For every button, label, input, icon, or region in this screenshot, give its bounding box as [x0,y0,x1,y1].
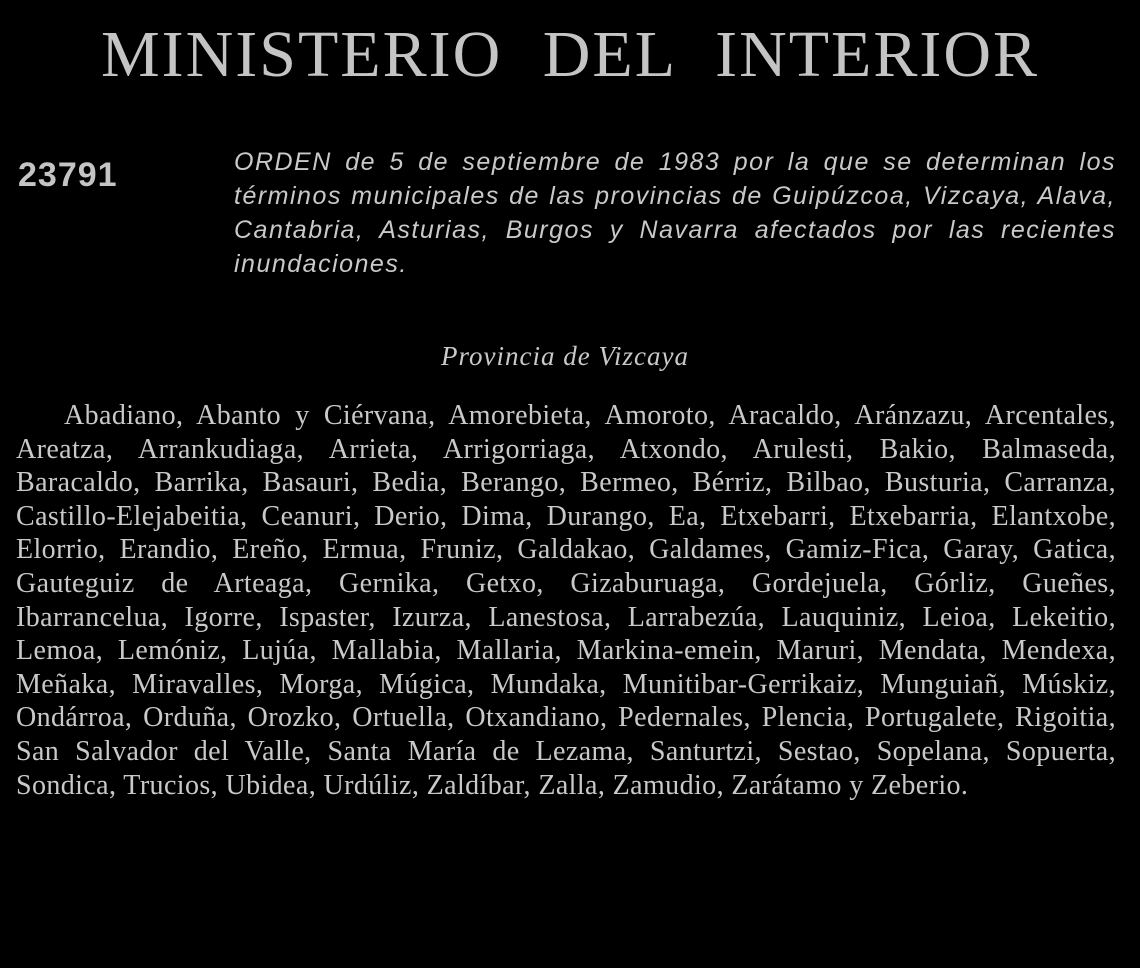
order-summary: ORDEN de 5 de septiembre de 1983 por la que se determinan los términos municipales de las provincias de Guipúzcoa, Vizcaya, Alava, Cantabria, Asturias, Burgos y Navarra afectados por las recientes inundaciones. [234,148,1116,278]
municipality-list: Abadiano, Abanto y Ciérvana, Amorebieta, Amoroto, Aracaldo, Aránzazu, Arcentales, Areatza, Arrankudiaga, Arrieta, Arrigorriaga, Atxondo, Arulesti, Bakio, Balmaseda, Baracaldo, Barrika, Basauri, Bedia, Berango, Bermeo, Bérriz, Bilbao, Busturia, Carranza, Castillo-Elejabeitia, Ceanuri, Derio, Dima, Durango, Ea, Etxebarri, Etxebarria, Elantxobe, Elorrio, Erandio, Ereño, Ermua, Fruniz, Galdakao, Galdames, Gamiz-Fica, Garay, Gatica, Gauteguiz de Arteaga, Gernika, Getxo, Gizaburuaga, Gordejuela, Górliz, Gueñes, Ibarrancelua, Igorre, Ispaster, Izurza, Lanestosa, Larrabezúa, Lauquiniz, Leioa, Lekeitio, Lemoa, Lemóniz, Lujúa, Mallabia, Mallaria, Markina-emein, Maruri, Mendata, Mendexa, Meñaka, Miravalles, Morga, Múgica, Mundaka, Munitibar-Gerrikaiz, Munguiañ, Múskiz, Ondárroa, Orduña, Orozko, Ortuella, Otxandiano, Pedernales, Plencia, Portugalete, Rigoitia, San Salvador del Valle, Santa María de Lezama, Santurtzi, Sestao, Sopelana, Sopuerta, Sondica, Trucios, Ubidea, Urdúliz, Zaldíbar, Zalla, Zamudio, Zarátamo y Zeberio. [16,400,1116,801]
province-heading: Provincia de Vizcaya [441,341,689,371]
ministry-heading: MINISTERIO DEL INTERIOR [100,18,1040,91]
order-number: 23791 [18,156,118,194]
